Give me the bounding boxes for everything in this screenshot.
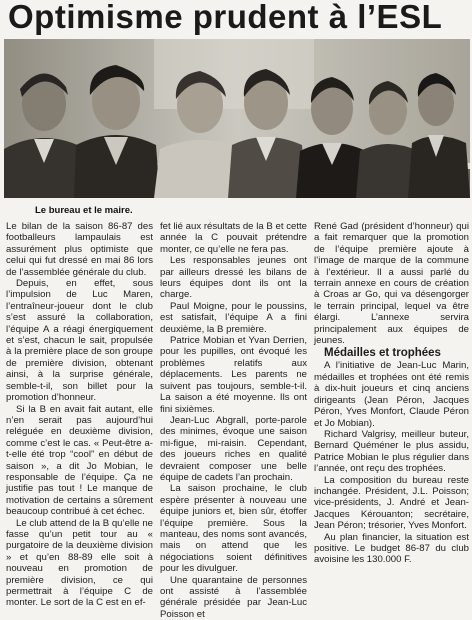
paragraph: René Gad (président d’honneur) qui a fait remarquer que la promotion de l’équipe première ajoute à l’image de marque de la commune à l’extérieur. Il a aussi parlé du terrain annexe en cours de création à Croas ar Go, qui va désengorger le terrain principal, lequel va être élargi. L’annexe servira principalement aux équipes de jeunes. — [314, 221, 469, 347]
paragraph: Les responsables jeunes ont par ailleurs dressé les bilans de leurs équipes dont ils ont la charge. — [160, 255, 307, 301]
paragraph: La saison prochaine, le club espère présenter à nouveau une équipe juniors et, bien sûr, étoffer l’équipe première. Sous la manteau, des noms sont avancés, mais on attend que les négociations soient définitives pour les divulguer. — [160, 483, 307, 575]
paragraph: fet lié aux résultats de la B et cette année la C pouvait prétendre monter, ce qu’elle ne fera pas. — [160, 221, 307, 255]
photo-caption: Le bureau et le maire. — [35, 205, 133, 216]
article-column-1 — [6, 221, 153, 609]
paragraph: Depuis, en effet, sous l’impulsion de Luc Maren, l’entraîneur-joueur dont le club s’est assuré la collaboration, l’équipe A a réagi énergiquement et s’est, chacun le sait, propulsée à la première place de son groupe de première division, obtenant ainsi, à la surprise générale, semble-t-il, son billet pour la promotion d’honneur. — [6, 278, 153, 404]
headline: Optimisme prudent à l’ESL — [8, 0, 443, 35]
article-column-2 — [160, 221, 307, 620]
paragraph: Paul Moigne, pour le poussins, est satisfait, l’équipe A a fini deuxième, la B première. — [160, 300, 307, 335]
paragraph: Si la B en avait fait autant, elle n’en serait pas aujourd’hui reléguée en deuxième division, comme c’est le cas. « Peut-être a-t-elle été trop “cool” en début de saison », a dit Jo Mobian, le responsable de l’équipe. Ça ne justifie pas tout ! Le manque de motivation de certains a sûrement beaucoup contribué à cet échec. — [6, 403, 153, 518]
group-photo — [4, 39, 470, 198]
paragraph: La composition du bureau reste inchangée. Président, J.L. Poisson; vice-présidents, J. André et Jean-Jacques Kérouanton; secrétaire, Jean Péron; trésorier, Yves Monfort. — [314, 474, 469, 532]
paragraph: Patrice Mobian et Yvan Derrien, pour les pupilles, ont évoqué les problèmes relatifs aux déplacements. Les parents ne suivent pas toujours, semble-t-il. La saison a été moyenne. Ils ont fini sixièmes. — [160, 335, 307, 415]
paragraph: Au plan financier, la situation est positive. Le budget 86-87 du club avoisine les 130.000 F. — [314, 531, 469, 566]
article-column-3 — [314, 221, 469, 566]
section-subheading: Médailles et trophées — [324, 347, 441, 360]
paragraph: A l’initiative de Jean-Luc Marin, médailles et trophées ont été remis à dix-huit joueurs et cinq anciens dirigeants (Jean Péron, Jacques Péron, Yves Monfort, Claude Péron et Jo Mobian). — [314, 360, 469, 429]
paragraph: Richard Valgrisy, meilleur buteur, Bernard Quéméner le plus assidu, Patrice Mobian le plus régulier dans l’année, ont reçu des trophées. — [314, 428, 469, 475]
group-photo-illustration — [4, 39, 470, 198]
paragraph: Jean-Luc Abgrall, porte-parole des minimes, évoque une saison mi-figue, mi-raisin. Cependant, des joueurs riches en qualité devraient composer une belle équipe de cadets l’an prochain. — [160, 414, 307, 483]
paragraph: Une quarantaine de personnes ont assisté à l’assemblée générale présidée par Jean-Luc Poisson et — [160, 574, 307, 620]
paragraph: Le club attend de la B qu’elle ne fasse qu’un petit tour au « purgatoire de la deuxième division » et qu’en 88-89 elle soit à nouveau en promotion de première division, ce qui permettrait à l’équipe C de monter. Le sort de la C est en ef- — [6, 517, 153, 609]
paragraph: Le bilan de la saison 86-87 des footballeurs lampaulais est assurément plus optimiste que celui qui fut dressé en mai 86 lors de l’assemblée générale du club. — [6, 221, 153, 278]
